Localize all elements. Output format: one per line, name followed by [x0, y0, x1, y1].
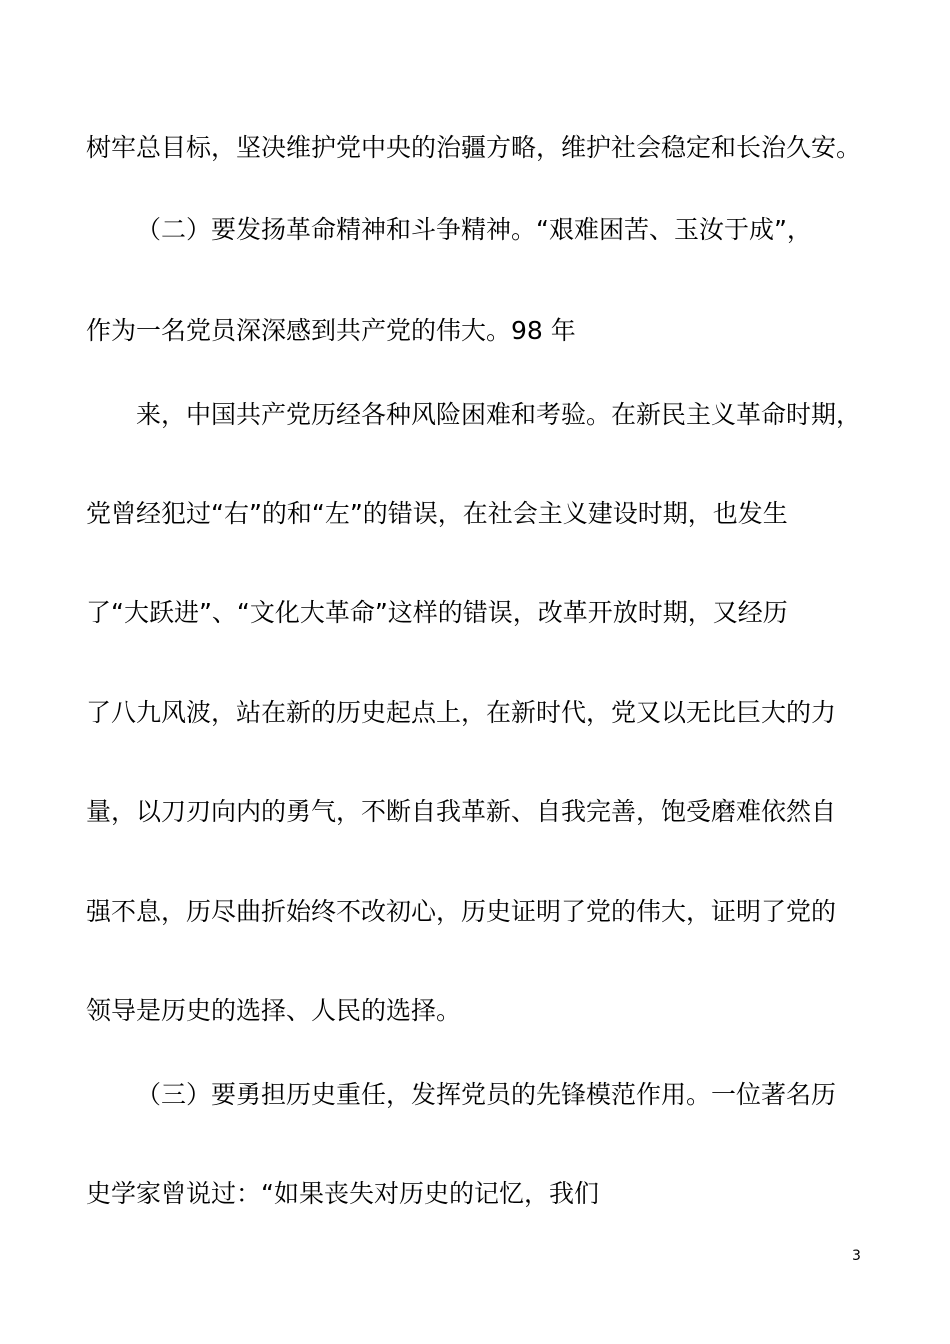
text-line: 树牢总目标，坚决维护党中央的治疆方略，维护社会稳定和长治久安。: [86, 133, 862, 162]
paragraph-heading: （三）要勇担历史重任，发挥党员的先锋模范作用。一位著名历: [136, 1080, 837, 1109]
text-line: 领导是历史的选择、人民的选择。: [86, 996, 462, 1025]
text-line: 了八九风波，站在新的历史起点上，在新时代，党又以无比巨大的力: [86, 698, 837, 727]
text-line: 了“大跃进”、“文化大革命”这样的错误，改革开放时期，又经历: [86, 598, 788, 627]
paragraph-heading: （二）要发扬革命精神和斗争精神。“艰难困苦、玉汝于成”，: [136, 215, 812, 244]
text-line: 量，以刀刃向内的勇气，不断自我革新、自我完善，饱受磨难依然自: [86, 797, 837, 826]
text-line: 作为一名党员深深感到共产党的伟大。98 年: [86, 316, 576, 345]
text-line: 史学家曾说过：“如果丧失对历史的记忆，我们: [86, 1179, 599, 1208]
text-line: 党曾经犯过“右”的和“左”的错误，在社会主义建设时期，也发生: [86, 499, 788, 528]
text-line: 来，中国共产党历经各种风险困难和考验。在新民主义革命时期，: [136, 400, 862, 429]
text-line: 强不息，历尽曲折始终不改初心，历史证明了党的伟大，证明了党的: [86, 897, 837, 926]
page-number: 3: [852, 1248, 861, 1264]
